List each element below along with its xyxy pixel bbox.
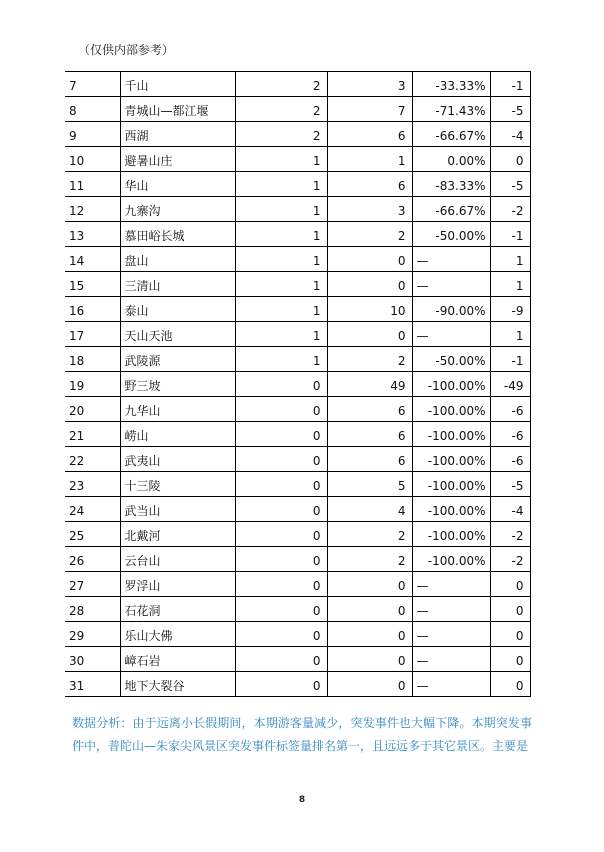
table-row: [65, 247, 530, 272]
table-row: [65, 147, 530, 172]
change-rate-cell: 0.00%: [412, 147, 490, 172]
previous-count-cell: 0: [327, 322, 412, 347]
change-value-cell: -4: [490, 497, 530, 522]
previous-count-cell: 0: [327, 272, 412, 297]
change-rate-cell: -100.00%: [412, 447, 490, 472]
change-value-cell: -1: [490, 72, 530, 97]
current-count-cell: 1: [235, 272, 327, 297]
current-count-cell: 1: [235, 172, 327, 197]
previous-count-cell: 6: [327, 422, 412, 447]
change-rate-cell: —: [412, 647, 490, 672]
previous-count-cell: 2: [327, 522, 412, 547]
previous-count-cell: 4: [327, 497, 412, 522]
rank-cell: 8: [65, 97, 120, 122]
current-count-cell: 1: [235, 247, 327, 272]
current-count-cell: 0: [235, 497, 327, 522]
current-count-cell: 0: [235, 622, 327, 647]
table-row: [65, 272, 530, 297]
rank-cell: 25: [65, 522, 120, 547]
change-value-cell: 0: [490, 622, 530, 647]
change-value-cell: -5: [490, 97, 530, 122]
change-rate-cell: —: [412, 672, 490, 697]
change-rate-cell: -100.00%: [412, 497, 490, 522]
change-rate-cell: -83.33%: [412, 172, 490, 197]
rank-cell: 30: [65, 647, 120, 672]
change-rate-cell: —: [412, 247, 490, 272]
previous-count-cell: 2: [327, 347, 412, 372]
scenic-name-cell: 三清山: [120, 272, 235, 297]
table-row: [65, 672, 530, 697]
scenic-name-cell: 武当山: [120, 497, 235, 522]
change-value-cell: -6: [490, 447, 530, 472]
table-row: [65, 447, 530, 472]
current-count-cell: 2: [235, 97, 327, 122]
rank-cell: 20: [65, 397, 120, 422]
previous-count-cell: 6: [327, 172, 412, 197]
current-count-cell: 0: [235, 397, 327, 422]
current-count-cell: 1: [235, 197, 327, 222]
change-rate-cell: —: [412, 597, 490, 622]
scenic-name-cell: 西湖: [120, 122, 235, 147]
rank-cell: 23: [65, 472, 120, 497]
current-count-cell: 0: [235, 447, 327, 472]
change-value-cell: -2: [490, 197, 530, 222]
rank-cell: 12: [65, 197, 120, 222]
rank-cell: 28: [65, 597, 120, 622]
current-count-cell: 0: [235, 422, 327, 447]
rank-cell: 27: [65, 572, 120, 597]
current-count-cell: 0: [235, 672, 327, 697]
previous-count-cell: 2: [327, 547, 412, 572]
current-count-cell: 1: [235, 147, 327, 172]
scenic-name-cell: 崂山: [120, 422, 235, 447]
change-rate-cell: -100.00%: [412, 547, 490, 572]
current-count-cell: 2: [235, 122, 327, 147]
scenic-name-cell: 乐山大佛: [120, 622, 235, 647]
change-rate-cell: -71.43%: [412, 97, 490, 122]
change-value-cell: -5: [490, 472, 530, 497]
internal-reference-note: （仅供内部参考）: [78, 43, 175, 57]
previous-count-cell: 3: [327, 72, 412, 97]
scenic-name-cell: 华山: [120, 172, 235, 197]
previous-count-cell: 0: [327, 672, 412, 697]
table-row: [65, 647, 530, 672]
table-row: [65, 622, 530, 647]
rank-cell: 19: [65, 372, 120, 397]
table-row: [65, 372, 530, 397]
scenic-incident-table: [65, 71, 531, 697]
current-count-cell: 1: [235, 322, 327, 347]
table-row: [65, 222, 530, 247]
rank-cell: 11: [65, 172, 120, 197]
scenic-name-cell: 泰山: [120, 297, 235, 322]
previous-count-cell: 5: [327, 472, 412, 497]
change-rate-cell: —: [412, 622, 490, 647]
rank-cell: 31: [65, 672, 120, 697]
rank-cell: 14: [65, 247, 120, 272]
previous-count-cell: 0: [327, 572, 412, 597]
previous-count-cell: 10: [327, 297, 412, 322]
previous-count-cell: 0: [327, 647, 412, 672]
scenic-name-cell: 石花洞: [120, 597, 235, 622]
table-row: [65, 547, 530, 572]
rank-cell: 16: [65, 297, 120, 322]
current-count-cell: 1: [235, 222, 327, 247]
change-value-cell: -49: [490, 372, 530, 397]
change-rate-cell: -100.00%: [412, 472, 490, 497]
change-rate-cell: -100.00%: [412, 522, 490, 547]
current-count-cell: 0: [235, 472, 327, 497]
change-value-cell: 1: [490, 322, 530, 347]
change-rate-cell: —: [412, 572, 490, 597]
table-row: [65, 572, 530, 597]
table-row: [65, 522, 530, 547]
change-value-cell: -6: [490, 422, 530, 447]
scenic-name-cell: 嶂石岩: [120, 647, 235, 672]
current-count-cell: 0: [235, 647, 327, 672]
scenic-name-cell: 武陵源: [120, 347, 235, 372]
scenic-name-cell: 云台山: [120, 547, 235, 572]
change-rate-cell: -50.00%: [412, 347, 490, 372]
change-value-cell: -6: [490, 397, 530, 422]
current-count-cell: 2: [235, 72, 327, 97]
scenic-name-cell: 千山: [120, 72, 235, 97]
change-value-cell: -1: [490, 222, 530, 247]
table-row: [65, 397, 530, 422]
current-count-cell: 0: [235, 597, 327, 622]
rank-cell: 18: [65, 347, 120, 372]
rank-cell: 26: [65, 547, 120, 572]
table-row: [65, 347, 530, 372]
table-row: [65, 597, 530, 622]
change-rate-cell: -100.00%: [412, 422, 490, 447]
change-rate-cell: -100.00%: [412, 397, 490, 422]
table-row: [65, 72, 530, 97]
scenic-name-cell: 慕田峪长城: [120, 222, 235, 247]
change-value-cell: 0: [490, 147, 530, 172]
scenic-name-cell: 天山天池: [120, 322, 235, 347]
previous-count-cell: 0: [327, 247, 412, 272]
change-value-cell: -2: [490, 522, 530, 547]
previous-count-cell: 6: [327, 447, 412, 472]
change-value-cell: -5: [490, 172, 530, 197]
table-row: [65, 172, 530, 197]
change-value-cell: 1: [490, 247, 530, 272]
scenic-name-cell: 九寨沟: [120, 197, 235, 222]
change-value-cell: 0: [490, 672, 530, 697]
previous-count-cell: 6: [327, 397, 412, 422]
previous-count-cell: 6: [327, 122, 412, 147]
change-rate-cell: —: [412, 322, 490, 347]
rank-cell: 9: [65, 122, 120, 147]
table-row: [65, 322, 530, 347]
current-count-cell: 0: [235, 522, 327, 547]
change-rate-cell: -50.00%: [412, 222, 490, 247]
rank-cell: 22: [65, 447, 120, 472]
current-count-cell: 1: [235, 297, 327, 322]
change-value-cell: 0: [490, 597, 530, 622]
scenic-name-cell: 盘山: [120, 247, 235, 272]
scenic-name-cell: 避暑山庄: [120, 147, 235, 172]
table-row: [65, 122, 530, 147]
rank-cell: 17: [65, 322, 120, 347]
change-value-cell: 0: [490, 647, 530, 672]
scenic-name-cell: 野三坡: [120, 372, 235, 397]
scenic-name-cell: 九华山: [120, 397, 235, 422]
change-value-cell: 1: [490, 272, 530, 297]
rank-cell: 15: [65, 272, 120, 297]
rank-cell: 29: [65, 622, 120, 647]
table-row: [65, 97, 530, 122]
previous-count-cell: 49: [327, 372, 412, 397]
table-row: [65, 422, 530, 447]
rank-cell: 13: [65, 222, 120, 247]
change-value-cell: -1: [490, 347, 530, 372]
current-count-cell: 0: [235, 572, 327, 597]
change-rate-cell: —: [412, 272, 490, 297]
change-rate-cell: -66.67%: [412, 122, 490, 147]
rank-cell: 10: [65, 147, 120, 172]
change-value-cell: 0: [490, 572, 530, 597]
change-rate-cell: -33.33%: [412, 72, 490, 97]
previous-count-cell: 7: [327, 97, 412, 122]
previous-count-cell: 3: [327, 197, 412, 222]
current-count-cell: 0: [235, 372, 327, 397]
table-row: [65, 472, 530, 497]
previous-count-cell: 0: [327, 622, 412, 647]
previous-count-cell: 0: [327, 597, 412, 622]
scenic-name-cell: 十三陵: [120, 472, 235, 497]
scenic-name-cell: 罗浮山: [120, 572, 235, 597]
current-count-cell: 1: [235, 347, 327, 372]
scenic-name-cell: 青城山—都江堰: [120, 97, 235, 122]
rank-cell: 24: [65, 497, 120, 522]
data-analysis-paragraph: 数据分析：由于远离小长假期间，本期游客量减少，突发事件也大幅下降。本期突发事件中，普陀山—朱家尖风景区突发事件标签量排名第一，且远远多于其它景区。主要是: [72, 716, 532, 753]
scenic-name-cell: 北戴河: [120, 522, 235, 547]
change-rate-cell: -66.67%: [412, 197, 490, 222]
change-value-cell: -9: [490, 297, 530, 322]
table-body: [65, 72, 530, 697]
current-count-cell: 0: [235, 547, 327, 572]
table-row: [65, 497, 530, 522]
table-row: [65, 297, 530, 322]
change-rate-cell: -100.00%: [412, 372, 490, 397]
scenic-name-cell: 武夷山: [120, 447, 235, 472]
previous-count-cell: 1: [327, 147, 412, 172]
change-rate-cell: -90.00%: [412, 297, 490, 322]
page-number: 8: [298, 795, 306, 805]
scenic-name-cell: 地下大裂谷: [120, 672, 235, 697]
rank-cell: 21: [65, 422, 120, 447]
previous-count-cell: 2: [327, 222, 412, 247]
change-value-cell: -4: [490, 122, 530, 147]
change-value-cell: -2: [490, 547, 530, 572]
rank-cell: 7: [65, 72, 120, 97]
table-row: [65, 197, 530, 222]
